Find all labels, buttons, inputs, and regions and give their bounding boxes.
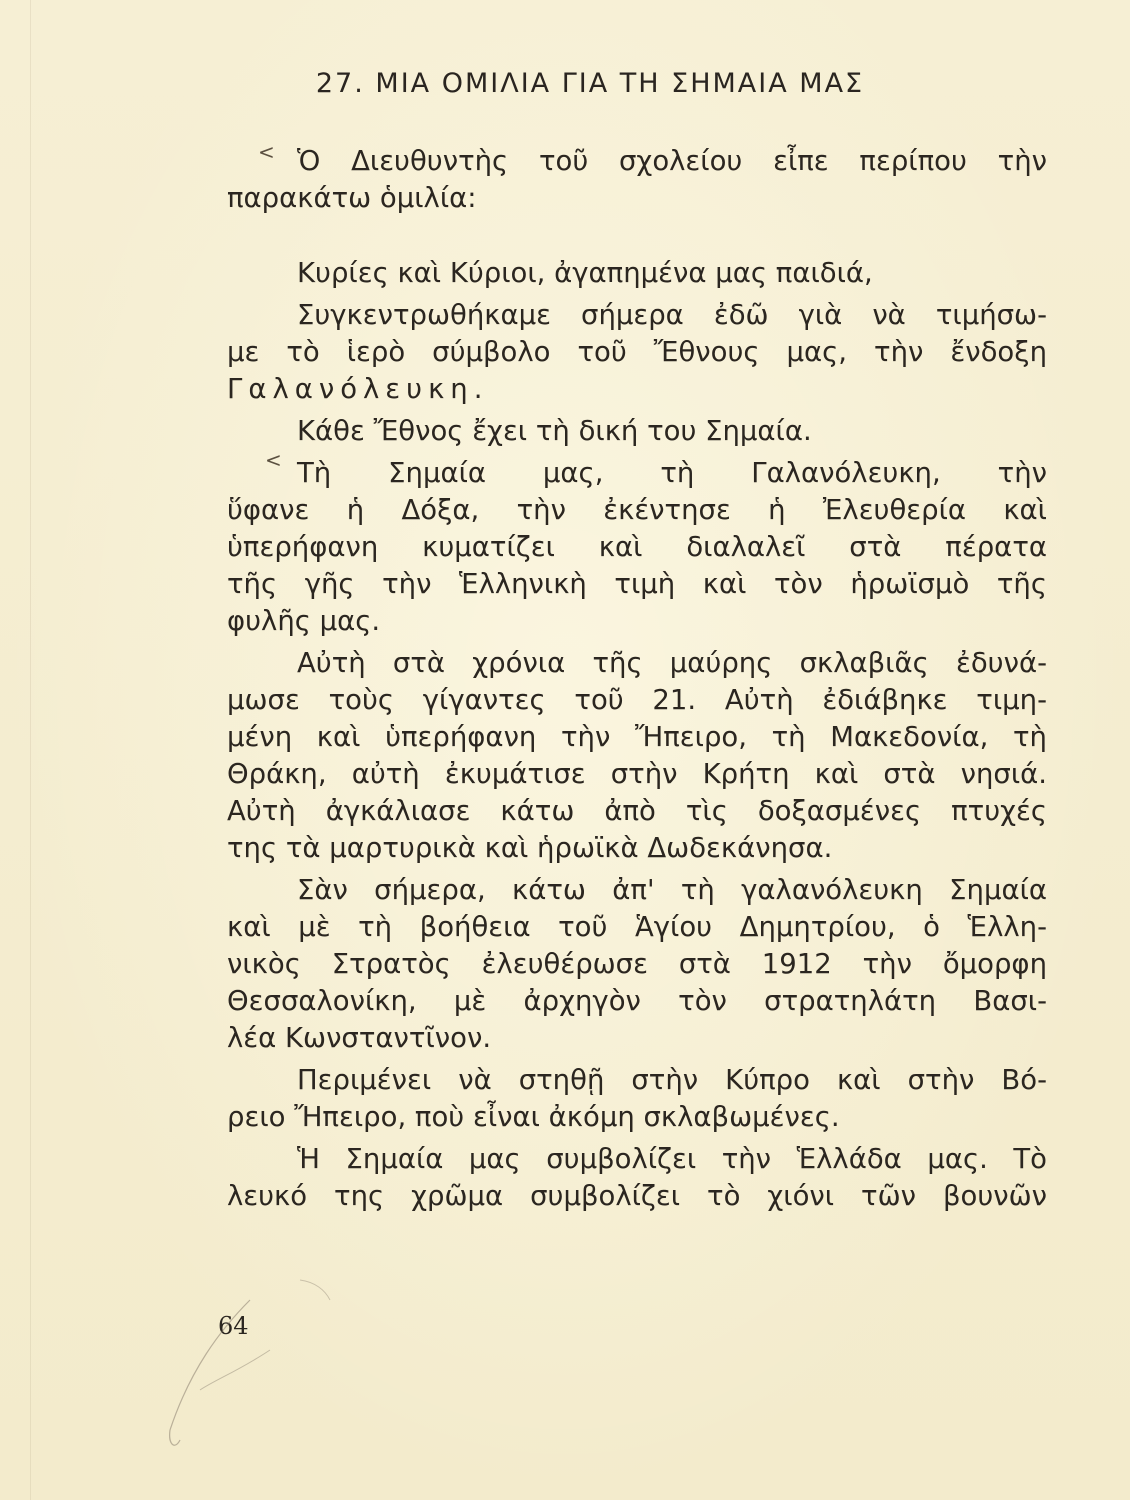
margin-mark: < (258, 140, 275, 164)
text-line: Ἡ Σημαία μας συμβολίζει τὴν Ἑλλάδα μας. Τὸ (297, 1143, 1047, 1175)
text-line: παρακάτω ὁμιλία: (227, 182, 477, 214)
scribble-stroke (170, 1300, 250, 1430)
text-line: τῆς γῆς τὴν Ἑλληνικὴ τιμὴ καὶ τὸν ἡρωϊσμὸ τῆς (227, 568, 1047, 600)
chapter-title: 27. ΜΙΑ ΟΜΙΛΙΑ ΓΙΑ ΤΗ ΣΗΜΑΙΑ ΜΑΣ (315, 68, 865, 99)
text-line: μένη καὶ ὑπερήφανη τὴν Ἤπειρο, τὴ Μακεδονία, τὴ (227, 721, 1047, 753)
margin-mark: < (265, 448, 282, 472)
page-number: 64 (218, 1312, 249, 1340)
text-line: φυλῆς μας. (227, 605, 381, 637)
text-line: Θεσσαλονίκη, μὲ ἀρχηγὸν τὸν στρατηλάτη Βασι- (227, 985, 1047, 1017)
text-line: λευκό της χρῶμα συμβολίζει τὸ χιόνι τῶν βουνῶν (227, 1180, 1047, 1212)
text-line: μωσε τοὺς γίγαντες τοῦ 21. Αὐτὴ ἐδιάβηκε τιμη- (227, 684, 1047, 716)
text-line: νικὸς Στρατὸς ἐλευθέρωσε στὰ 1912 τὴν ὄμορφη (227, 948, 1047, 980)
pencil-scribble (140, 1270, 400, 1480)
text-line: Κάθε Ἔθνος ἔχει τὴ δική του Σημαία. (297, 415, 812, 447)
text-line: Αὐτὴ ἀγκάλιασε κάτω ἀπὸ τὶς δοξασμένες πτυχές (227, 795, 1047, 827)
text-line: ὑπερήφανη κυματίζει καὶ διαλαλεῖ στὰ πέρατα (227, 531, 1047, 563)
text-line: ὕφανε ἡ Δόξα, τὴν ἐκέντησε ἡ Ἐλευθερία καὶ (227, 494, 1047, 526)
text-line: Ὁ Διευθυντὴς τοῦ σχολείου εἶπε περίπου τὴν (297, 145, 1047, 177)
text-line: της τὰ μαρτυρικὰ καὶ ἡρωϊκὰ Δωδεκάνησα. (227, 832, 833, 864)
text-line: Σὰν σήμερα, κάτω ἀπ' τὴ γαλανόλευκη Σημαία (297, 874, 1047, 906)
text-line: Τὴ Σημαία μας, τὴ Γαλανόλευκη, τὴν (297, 457, 1047, 489)
scribble-stroke (300, 1280, 330, 1300)
page-edge-shadow (30, 0, 31, 1500)
scribble-stroke (200, 1350, 270, 1390)
text-line: Περιμένει νὰ στηθῇ στὴν Κύπρο καὶ στὴν Βό- (297, 1064, 1047, 1096)
text-line: λέα Κωνσταντῖνον. (227, 1022, 492, 1054)
text-line: Συγκεντρωθήκαμε σήμερα ἐδῶ γιὰ νὰ τιμήσω- (297, 299, 1047, 331)
body-text (227, 143, 1047, 1215)
text-line: Θράκη, αὐτὴ ἐκυμάτισε στὴν Κρήτη καὶ στὰ νησιά. (227, 758, 1047, 790)
scribble-stroke (170, 1430, 180, 1445)
text-line: Γαλανόλευκη. (227, 373, 489, 405)
text-line: με τὸ ἱερὸ σύμβολο τοῦ Ἔθνους μας, τὴν ἔνδοξη (227, 336, 1047, 368)
text-line: ρειο Ἤπειρο, ποὺ εἶναι ἀκόμη σκλαβωμένες. (227, 1101, 840, 1133)
text-line: Αὐτὴ στὰ χρόνια τῆς μαύρης σκλαβιᾶς ἐδυνά- (297, 647, 1047, 679)
text-line: Κυρίες καὶ Κύριοι, ἀγαπημένα μας παιδιά, (297, 257, 873, 289)
text-line: καὶ μὲ τὴ βοήθεια τοῦ Ἁγίου Δημητρίου, ὁ Ἑλλη- (227, 911, 1047, 943)
